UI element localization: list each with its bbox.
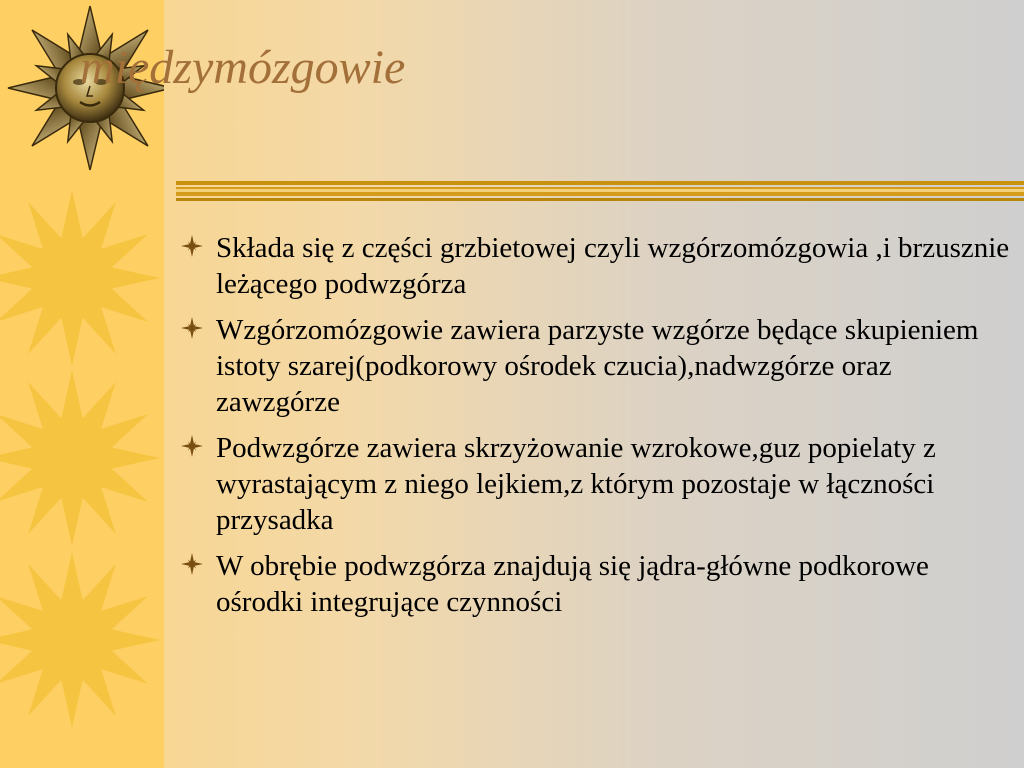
four-point-star-icon bbox=[180, 234, 204, 258]
bullet-text: Wzgórzomózgowie zawiera parzyste wzgórze będące skupieniem istoty szarej(podkorowy ośrodek czucia),nadwzgórze oraz zawzgórze bbox=[216, 314, 979, 418]
sun-icon bbox=[0, 190, 160, 366]
slide-title: międzymózgowie bbox=[80, 41, 406, 94]
four-point-star-icon bbox=[180, 316, 204, 340]
bullet-text: Podwzgórze zawiera skrzyżowanie wzrokowe,guz popielaty z wyrastającym z niego lejkiem,z którym pozostaje w łączności przysadka bbox=[216, 432, 936, 536]
bullet-text: Składa się z części grzbietowej czyli wzgórzomózgowia ,i brzusznie leżącego podwzgórza bbox=[216, 232, 1010, 300]
bullet-item bbox=[180, 230, 1010, 302]
title-divider bbox=[176, 181, 1024, 203]
bullet-item bbox=[180, 312, 1010, 420]
sun-decoration-column bbox=[0, 0, 164, 768]
four-point-star-icon bbox=[180, 434, 204, 458]
sun-icon bbox=[0, 552, 160, 728]
bullet-text: W obrębie podwzgórza znajdują się jądra-główne podkorowe ośrodki integrujące czynności bbox=[216, 550, 929, 618]
sun-icon bbox=[0, 370, 160, 546]
bullet-item bbox=[180, 548, 1010, 620]
bullet-item bbox=[180, 430, 1010, 538]
bullet-list bbox=[180, 230, 1010, 630]
four-point-star-icon bbox=[180, 552, 204, 576]
